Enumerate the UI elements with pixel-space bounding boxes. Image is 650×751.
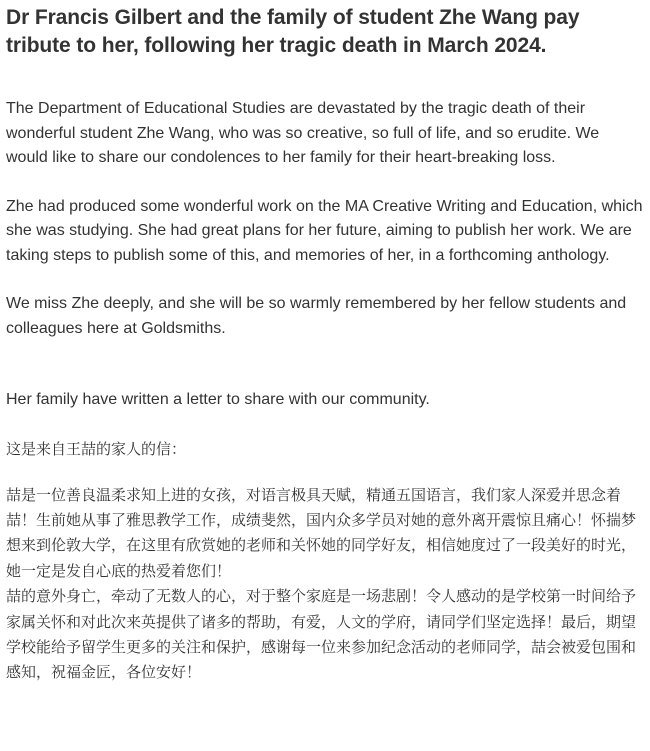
letter-intro: 这是来自王喆的家人的信： — [6, 439, 187, 458]
paragraph-work: Zhe had produced some wonderful work on the MA Creative Writing and Education, which she was studying. She had great plans for her future, aiming to publish her work. We are taking steps to publish some of this, and memories of her, in a forthcoming anthology. — [6, 197, 643, 264]
paragraph-remembered: We miss Zhe deeply, and she will be so warmly remembered by her fellow students and colleagues here at Goldsmiths. — [6, 295, 627, 337]
paragraph-condolences: The Department of Educational Studies are devastated by the tragic death of their wonderful student Zhe Wang, who was so creative, so full of life, and so erudite. We would like to share our condolences to her family for their heart-breaking loss. — [6, 100, 600, 166]
article-body — [6, 4, 644, 686]
letter-paragraph: 喆是一位善良温柔求知上进的女孩，对语言极具天赋，精通五国语言，我们家人深爱并思念着喆！生前她从事了雅思教学工作，成绩斐然，国内众多学员对她的意外离开震惊且痛心！怀揣梦想来到伦敦大学，在这里有欣赏她的老师和关怀她的同学好友，相信她度过了一段美好的时光，她一定是发自心底的热爱着您们！ — [6, 485, 637, 580]
letter-paragraph: 喆的意外身亡，牵动了无数人的心，对于整个家庭是一场悲剧！令人感动的是学校第一时间给予家属关怀和对此次来英提供了诸多的帮助，有爱，人文的学府，请同学们坚定选择！最后，期望学校能给予留学生更多的关注和保护，感谢每一位来参加纪念活动的老师同学，喆会被爱包围和感知，祝福金匠，各位安好！ — [6, 587, 637, 682]
family-letter — [6, 483, 644, 686]
article-headline: Dr Francis Gilbert and the family of student Zhe Wang pay tribute to her, following her tragic death in March 2024. — [6, 6, 580, 57]
paragraph-family-letter-intro: Her family have written a letter to share with our community. — [6, 391, 430, 408]
